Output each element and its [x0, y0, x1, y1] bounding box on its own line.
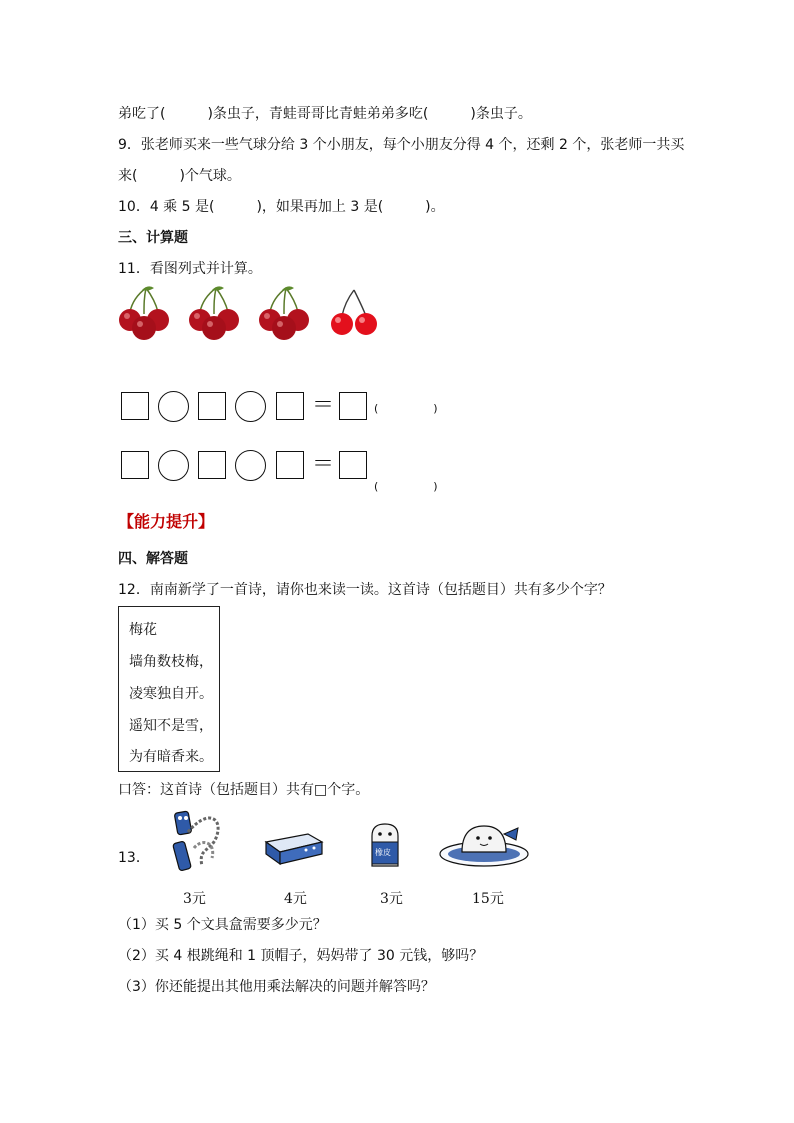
q8-continuation: 弟吃了( )条虫子，青蛙哥哥比青蛙弟弟多吃( )条虫子。 [118, 106, 532, 122]
poem-title: 梅花 [129, 622, 157, 638]
eraser-icon [366, 822, 404, 870]
equals-sign: ＝ [312, 452, 335, 477]
operator-circle[interactable] [158, 391, 189, 422]
cherry-bunch-3-icon [259, 286, 309, 340]
jump-rope-price: 3元 [183, 891, 206, 907]
poem-line-2: 凌寒独自开。 [129, 686, 213, 702]
unit-parenthesis[interactable]: ( ) [374, 402, 438, 415]
cherry-pair-icon [331, 290, 377, 335]
poem-box [118, 606, 220, 772]
q13-part-2: （2）买 4 根跳绳和 1 顶帽子，妈妈带了 30 元钱，够吗？ [118, 948, 484, 964]
hat-price: 15元 [472, 891, 504, 907]
poem-line-1: 墙角数枝梅， [129, 654, 213, 670]
jump-rope-icon [158, 808, 238, 878]
poem-line-4: 为有暗香来。 [129, 749, 213, 765]
q12-text: 12．南南新学了一首诗，请你也来读一读。这首诗（包括题目）共有多少个字？ [118, 582, 612, 598]
answer-box[interactable] [121, 451, 149, 479]
q11-text: 11．看图列式并计算。 [118, 261, 262, 277]
hat-icon [438, 820, 532, 870]
operator-circle[interactable] [235, 450, 266, 481]
q13-number: 13． [118, 850, 150, 866]
q10-text: 10．4 乘 5 是( )，如果再加上 3 是( )。 [118, 199, 445, 215]
answer-box[interactable] [121, 392, 149, 420]
cherries-image [118, 284, 388, 344]
eraser-price: 3元 [380, 891, 403, 907]
poem-line-3: 遥知不是雪， [129, 718, 213, 734]
equals-sign: ＝ [312, 393, 335, 418]
answer-box[interactable] [198, 451, 226, 479]
operator-circle[interactable] [158, 450, 189, 481]
ability-heading: 【能力提升】 [118, 512, 215, 531]
cherry-bunch-1-icon [119, 286, 169, 340]
pencil-case-price: 4元 [284, 891, 307, 907]
pencil-case-icon [262, 826, 326, 868]
section-4-heading: 四、解答题 [118, 551, 188, 567]
section-3-heading: 三、计算题 [118, 230, 188, 246]
eraser-label: 橡皮 [375, 848, 391, 857]
result-box[interactable] [339, 392, 367, 420]
q9-text: 9．张老师买来一些气球分给 3 个小朋友，每个小朋友分得 4 个，还剩 2 个，张老师一共买 [118, 137, 685, 153]
q12-answer: 口答：这首诗（包括题目）共有□个字。 [118, 782, 370, 798]
cherry-bunch-2-icon [189, 286, 239, 340]
answer-box[interactable] [276, 451, 304, 479]
operator-circle[interactable] [235, 391, 266, 422]
result-box[interactable] [339, 451, 367, 479]
eraser-item [366, 822, 404, 870]
q13-part-3: （3）你还能提出其他用乘法解决的问题并解答吗？ [118, 979, 435, 995]
unit-parenthesis[interactable]: ( ) [374, 480, 438, 493]
answer-box[interactable] [276, 392, 304, 420]
answer-box[interactable] [198, 392, 226, 420]
q9-continuation: 来( )个气球。 [118, 168, 241, 184]
q13-part-1: （1）买 5 个文具盒需要多少元？ [118, 917, 327, 933]
